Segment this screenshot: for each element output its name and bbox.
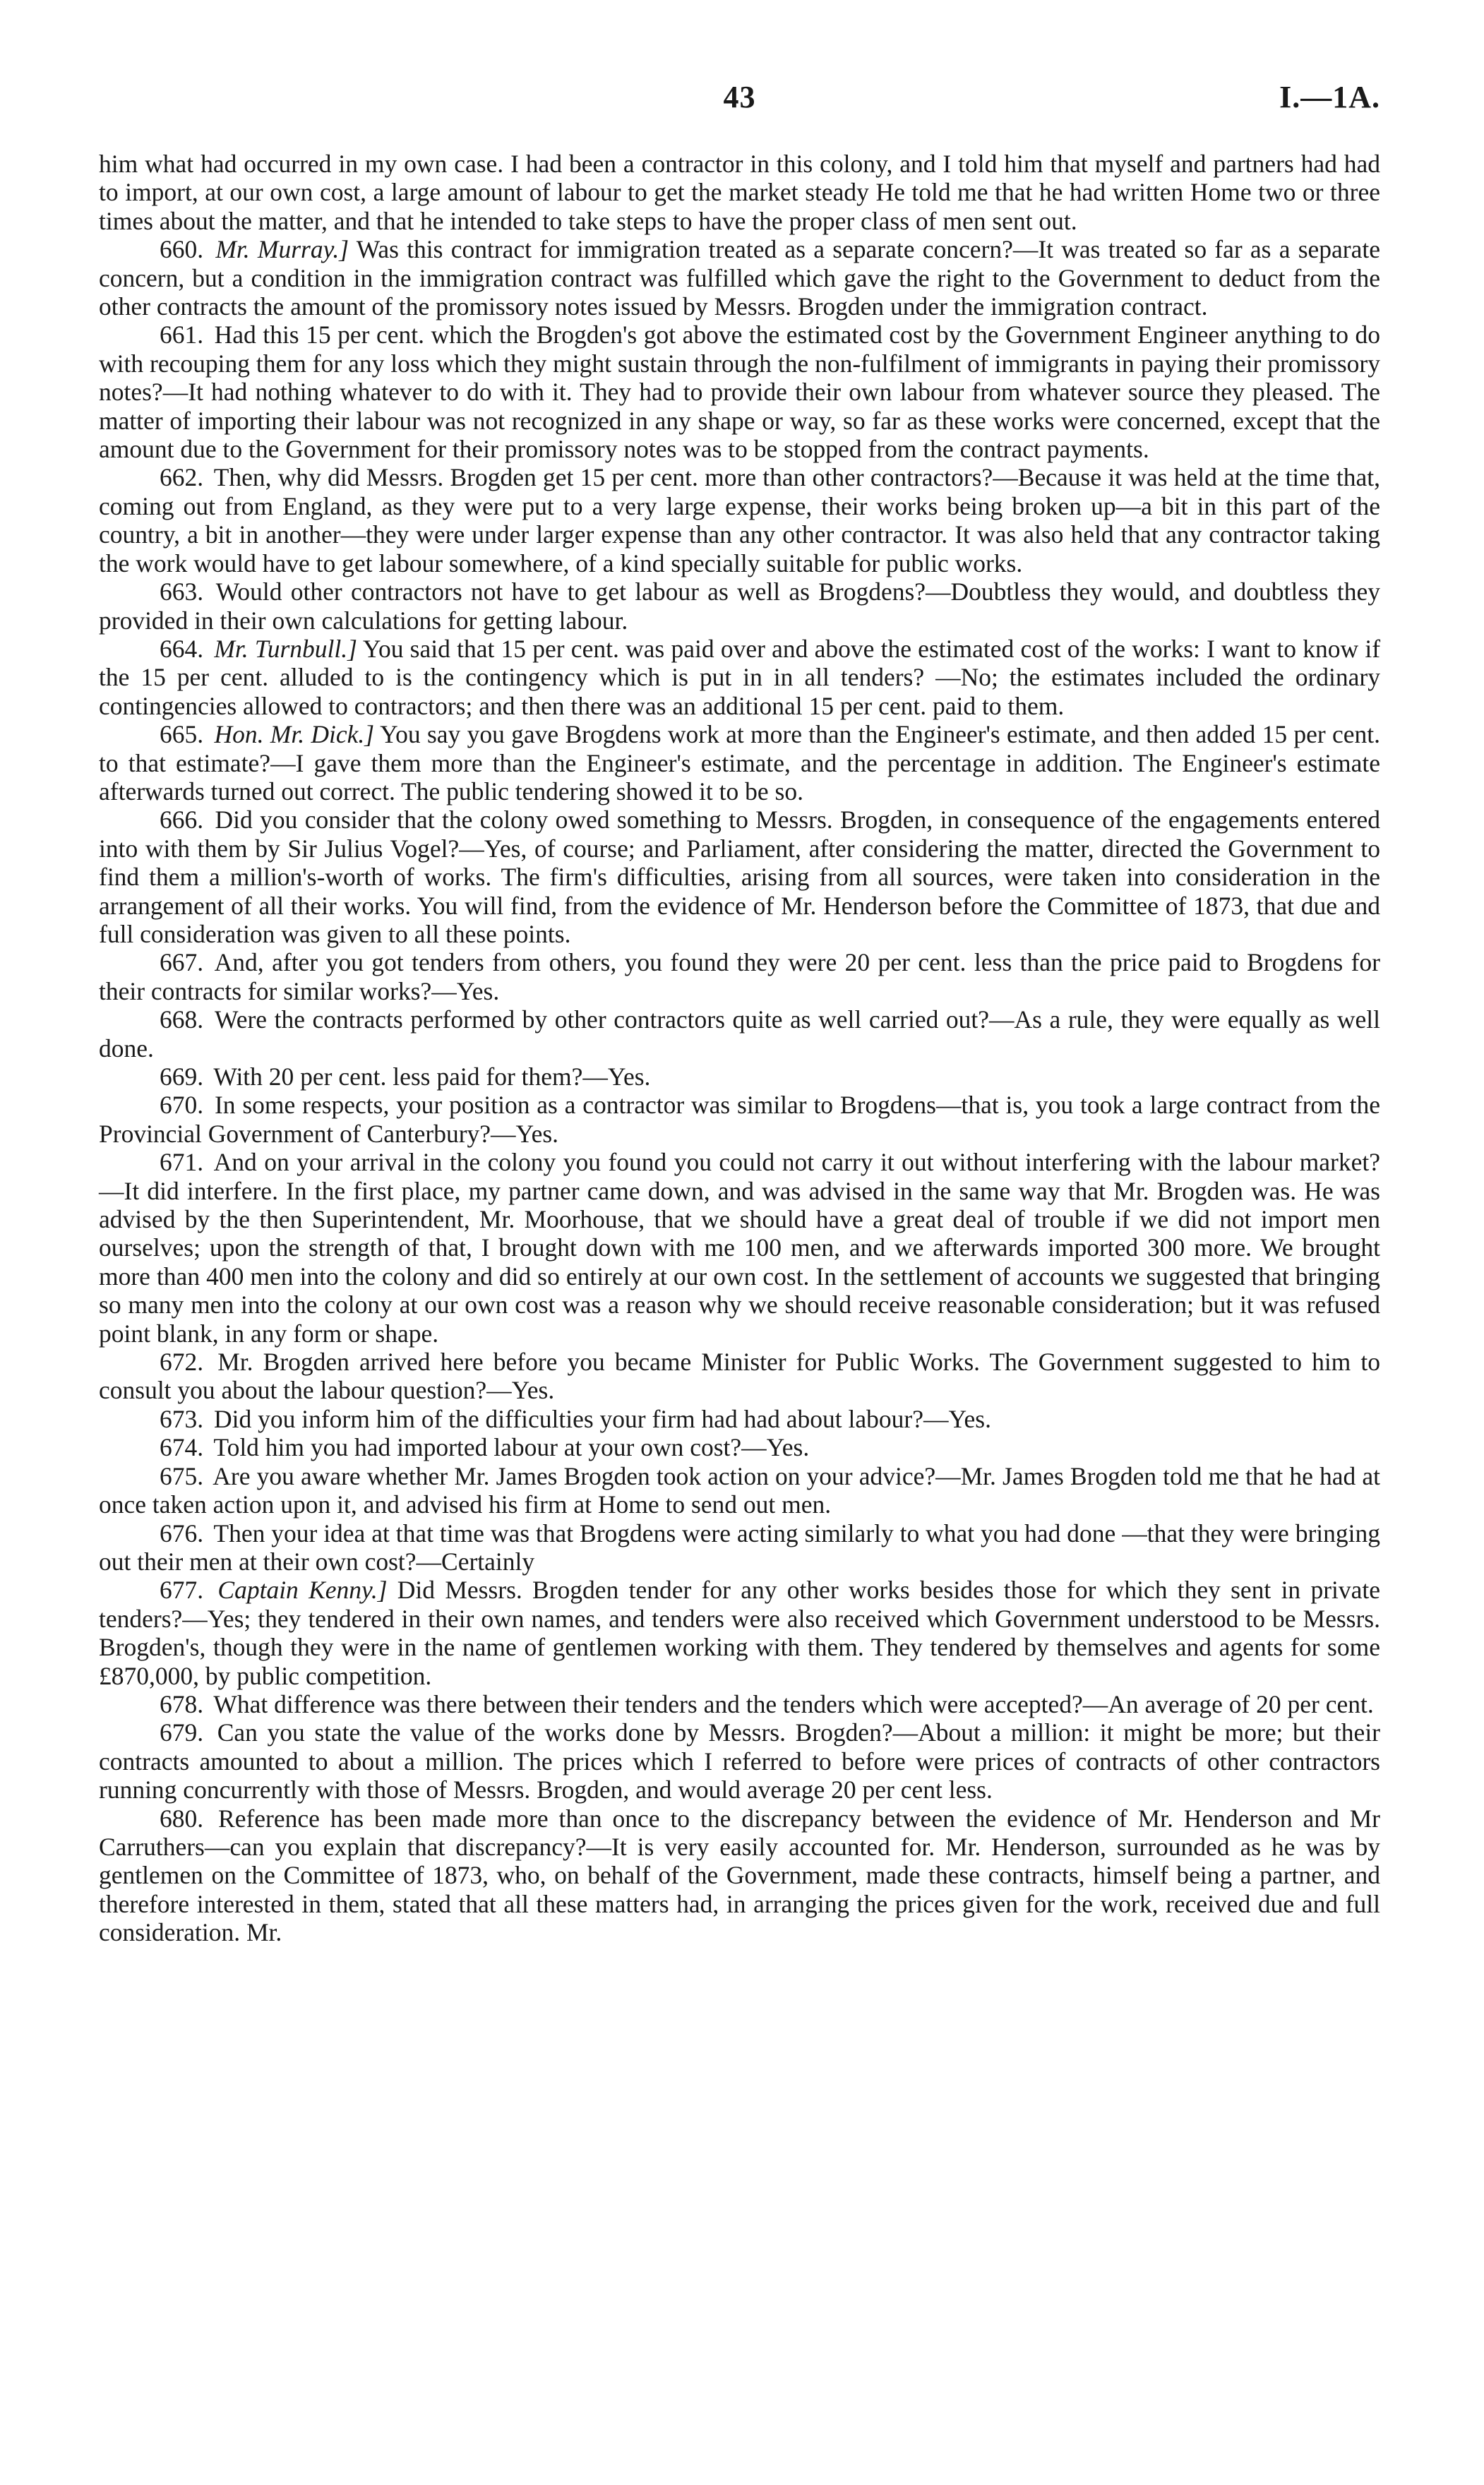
question-677 [99,1576,1380,1690]
paragraph-text: Did you inform him of the difficulties your firm had had about labour?—Yes. [214,1404,991,1433]
paragraph-text: him what had occurred in my own case. I had been a contractor in this colony, and I told him that myself and partners had had to import, at our own cost, a large amount of labour to get the market steady He told me that he had written Home two or three times about the matter, and that he intended to take steps to have the proper class of men sent out. [99,150,1380,235]
question-number: 675. [160,1461,204,1490]
paragraph-text: Are you aware whether Mr. James Brogden took action on your advice?—Mr. James Brogden told me that he had at once taken action upon it, and advised his firm at Home to send out men. [99,1461,1381,1519]
paragraph-text: Mr. Brogden arrived here before you became Minister for Public Works. The Government suggested to him to consult you about the labour question?—Yes. [99,1348,1380,1405]
paragraph-text: Did Messrs. Brogden tender for any other works besides those for which they sent in private tenders?—Yes; they tendered in their own names, and tenders were also received which Government understood to be Messrs. Brogden's, though they were in the name of gentlemen working with them. They tendered by themselves and agents for some £870,000, by public competition. [99,1576,1381,1690]
question-663 [99,577,1380,635]
paragraph-continuation [99,150,1380,235]
question-675 [99,1462,1380,1519]
paragraph-text: Told him you had imported labour at your own cost?—Yes. [213,1433,810,1462]
question-673 [99,1405,1380,1433]
question-676 [99,1519,1380,1576]
paragraph-text: In some respects, your position as a contractor was similar to Brogdens—that is, you took a large contract from the Provincial Government of Canterbury?—Yes. [99,1091,1380,1148]
question-665 [99,720,1380,806]
question-680 [99,1804,1380,1947]
paragraph-text: What difference was there between their tenders and the tenders which were accepted?—An average of 20 per cent. [213,1689,1374,1718]
question-662 [99,463,1380,577]
question-number: 660. [160,235,204,264]
question-number: 679. [160,1718,204,1747]
page-number: 43 [723,80,756,114]
question-671 [99,1148,1380,1348]
question-number: 669. [160,1062,204,1091]
question-660 [99,235,1380,321]
question-number: 664. [160,634,204,663]
paragraph-text: Did you consider that the colony owed something to Messrs. Brogden, in consequence of the engagements entered into with them by Sir Julius Vogel?—Yes, of course; and Parliament, after considering the matter, directed the Government to find them a million's-worth of works. The firm's difficulties, arising from all sources, were taken into consideration in the arrangement of all their works. You will find, from the evidence of Mr. Henderson before the Committee of 1873, that due and full consideration was given to all these points. [99,806,1380,948]
paragraph-text: And, after you got tenders from others, you found they were 20 per cent. less than the price paid to Brogdens for their contracts for similar works?—Yes. [99,948,1380,1005]
page-header [99,79,1380,128]
question-667 [99,948,1380,1005]
paragraph-text: Would other contractors not have to get labour as well as Brogdens?—Doubtless they would, and doubtless they provided in their own calculations for getting labour. [99,577,1380,635]
paragraph-text: Were the contracts performed by other contractors quite as well carried out?—As a rule, they were equally as well done. [99,1005,1380,1062]
question-678 [99,1690,1380,1718]
question-number: 670. [160,1091,204,1120]
question-number: 665. [160,720,204,749]
paragraph-text: Reference has been made more than once to the discrepancy between the evidence of Mr. Henderson and Mr Carruthers—can you explain that discrepancy?—It is very easily accounted for. Mr. Henderson, surrounded as he was by gentlemen on the Committee of 1873, who, on behalf of the Government, made these contracts, himself being a partner, and therefore interested in them, stated that all these matters had, in arranging the prices given for the work, received due and full consideration. Mr. [99,1804,1381,1947]
question-number: 663. [160,577,204,606]
document-reference: I.—1A. [1279,80,1380,114]
evidence-text [99,150,1380,1947]
speaker-name: Mr. Turnbull.] [214,634,357,663]
question-672 [99,1348,1380,1405]
paragraph-text: Was this contract for immigration treated as a separate concern?—It was treated so far as a separate concern, but a condition in the immigration contract was fulfilled which gave the right to the Government to deduct from the other contracts the amount of the promissory notes issued by Messrs. Brogden under the immigration contract. [99,235,1381,321]
paragraph-text: You said that 15 per cent. was paid over and above the estimated cost of the works: I want to know if the 15 per cent. alluded to is the contingency which is put in in all tenders? —No; the estimates included the ordinary contingencies allowed to contractors; and then there was an additional 15 per cent. paid to them. [99,634,1381,720]
paragraph-text: And on your arrival in the colony you found you could not carry it out without interfering with the labour market?—It did interfere. In the first place, my partner came down, and was advised in the same way that Mr. Brogden was. He was advised by the then Superintendent, Mr. Moorhouse, that we should have a great deal of trouble if we did not import men ourselves; upon the strength of that, I brought down with me 100 men, and we afterwards imported 300 more. We brought more than 400 men into the colony and did so entirely at our own cost. In the settlement of accounts we suggested that bringing so many men into the colony at our own cost was a reason why we should receive reasonable consideration; but it was refused point blank, in any form or shape. [99,1148,1380,1348]
paragraph-text: You say you gave Brogdens work at more than the Engineer's estimate, and then added 15 per cent. to that estimate?—I gave them more than the Engineer's estimate, and the percentage in addition. The Engineer's estimate afterwards turned out correct. The public tendering showed it to be so. [99,720,1381,806]
paragraph-text: Can you state the value of the works done by Messrs. Brogden?—About a million: it might be more; but their contracts amounted to about a million. The prices which I referred to before were prices of contracts of other contractors running concurrently with those of Messrs. Brogden, and would average 20 per cent less. [99,1718,1380,1804]
question-number: 680. [160,1804,204,1833]
question-670 [99,1091,1380,1148]
question-number: 668. [160,1005,204,1034]
question-number: 673. [160,1404,204,1433]
paragraph-text: Had this 15 per cent. which the Brogden's got above the estimated cost by the Government Engineer anything to do with recouping them for any loss which they might sustain through the non-fulfilment of immigrants in paying their promissory notes?—It had nothing whatever to do with it. They had to provide their own labour from whatever source they pleased. The matter of importing their labour was not recognized in any shape or way, so far as these works were concerned, except that the amount due to the Government for their promissory notes was to be stopped from the contract payments. [99,321,1381,464]
question-669 [99,1062,1380,1091]
speaker-name: Captain Kenny.] [217,1576,388,1605]
speaker-name: Mr. Murray.] [215,235,349,264]
question-674 [99,1433,1380,1461]
question-number: 662. [160,463,204,492]
question-number: 676. [160,1519,204,1547]
question-666 [99,806,1380,948]
question-668 [99,1005,1380,1062]
question-number: 674. [160,1433,204,1462]
speaker-name: Hon. Mr. Dick.] [214,720,375,749]
question-679 [99,1718,1380,1804]
question-number: 677. [160,1576,204,1605]
question-664 [99,635,1380,720]
question-number: 666. [160,806,204,834]
question-number: 671. [160,1148,204,1177]
paragraph-text: With 20 per cent. less paid for them?—Yes. [213,1062,651,1091]
question-number: 678. [160,1689,204,1718]
question-661 [99,321,1380,463]
question-number: 661. [160,321,204,349]
paragraph-text: Then, why did Messrs. Brogden get 15 per cent. more than other contractors?—Because it was held at the time that, coming out from England, as they were put to a very large expense, their works being broken up—a bit in this part of the country, a bit in another—they were under larger expense than any other contractor. It was also held that any contractor taking the work would have to get labour somewhere, of a kind specially suitable for public works. [99,463,1381,577]
question-number: 667. [160,948,204,977]
paragraph-text: Then your idea at that time was that Brogdens were acting similarly to what you had done —that they were bringing out their men at their own cost?—Certainly [99,1519,1381,1576]
question-number: 672. [160,1348,204,1377]
